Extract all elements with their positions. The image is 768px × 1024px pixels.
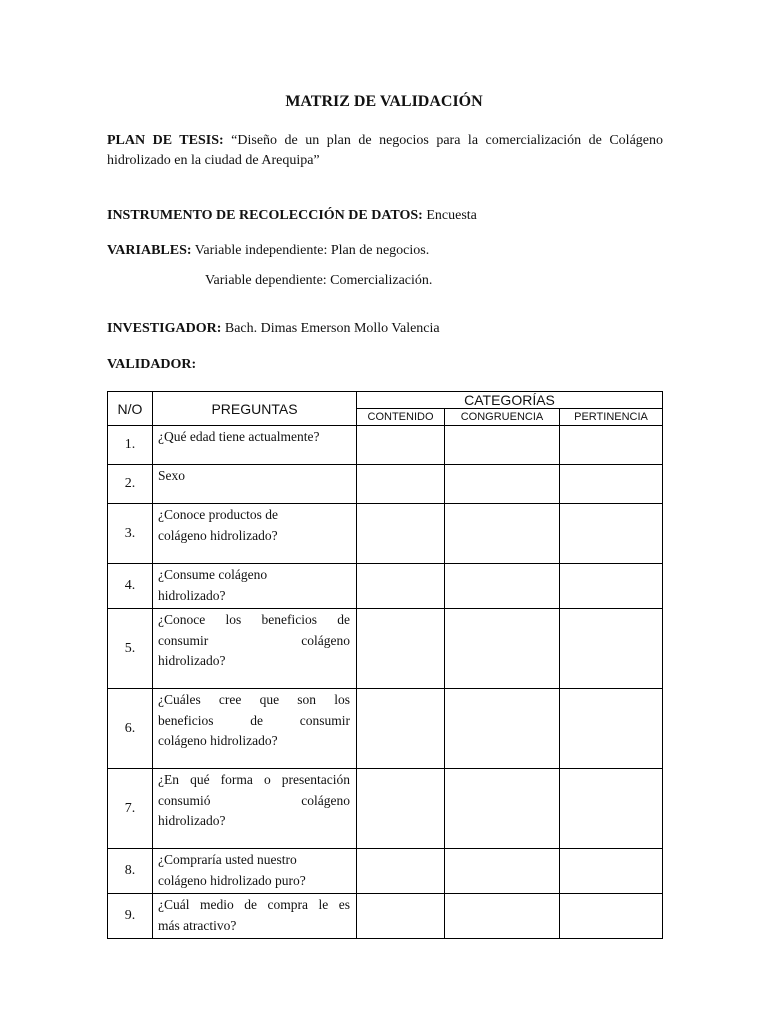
instrumento-label: INSTRUMENTO DE RECOLECCIÓN DE DATOS: bbox=[107, 208, 423, 223]
question-text-line: consumió colágeno bbox=[158, 792, 350, 808]
table-row bbox=[108, 465, 663, 504]
rating-cell-contenido[interactable] bbox=[357, 504, 445, 564]
question-text-line: ¿Consume colágeno bbox=[158, 567, 268, 582]
question-text-line: más atractivo? bbox=[158, 917, 237, 933]
rating-cell-pertinencia[interactable] bbox=[560, 769, 663, 849]
question-cell bbox=[153, 426, 357, 465]
question-text-line: ¿Cuáles cree que son los bbox=[158, 692, 350, 707]
table-row bbox=[108, 894, 663, 939]
rating-cell-contenido[interactable] bbox=[357, 849, 445, 894]
header-contenido: CONTENIDO bbox=[357, 409, 445, 426]
rating-cell-pertinencia[interactable] bbox=[560, 564, 663, 609]
question-cell bbox=[153, 564, 357, 609]
question-text-line: ¿Compraría usted nuestro bbox=[158, 852, 297, 867]
rating-cell-contenido[interactable] bbox=[357, 894, 445, 939]
rating-cell-congruencia[interactable] bbox=[445, 609, 560, 689]
question-text-line: hidrolizado? bbox=[158, 813, 226, 828]
question-text-line: beneficios de consumir bbox=[158, 712, 350, 728]
rating-cell-congruencia[interactable] bbox=[445, 564, 560, 609]
row-number: 9. bbox=[108, 894, 153, 939]
header-congruencia: CONGRUENCIA bbox=[445, 409, 560, 426]
question-text-line: Sexo bbox=[158, 468, 185, 483]
question-text-line: ¿Conoce los beneficios de bbox=[158, 612, 350, 627]
table-row bbox=[108, 426, 663, 465]
question-cell bbox=[153, 504, 357, 564]
rating-cell-contenido[interactable] bbox=[357, 609, 445, 689]
rating-cell-congruencia[interactable] bbox=[445, 894, 560, 939]
question-text-line: ¿Qué edad tiene actualmente? bbox=[158, 429, 320, 444]
question-text-line: hidrolizado? bbox=[158, 587, 226, 603]
question-text-line: ¿Cuál medio de compra le es bbox=[158, 897, 350, 912]
variable-independiente: Variable independiente: Plan de negocios. bbox=[194, 243, 430, 258]
row-number: 5. bbox=[108, 609, 153, 689]
question-cell bbox=[153, 894, 357, 939]
row-number: 7. bbox=[108, 769, 153, 849]
rating-cell-congruencia[interactable] bbox=[445, 426, 560, 465]
validador-line bbox=[107, 355, 196, 375]
header-no: N/O bbox=[108, 392, 153, 426]
rating-cell-pertinencia[interactable] bbox=[560, 894, 663, 939]
rating-cell-contenido[interactable] bbox=[357, 689, 445, 769]
question-cell bbox=[153, 609, 357, 689]
variables-line bbox=[107, 241, 429, 261]
header-preguntas: PREGUNTAS bbox=[153, 392, 357, 426]
question-cell bbox=[153, 465, 357, 504]
page-title: MATRIZ DE VALIDACIÓN bbox=[285, 93, 483, 110]
table-row bbox=[108, 769, 663, 849]
row-number: 4. bbox=[108, 564, 153, 609]
rating-cell-pertinencia[interactable] bbox=[560, 426, 663, 465]
question-text-line: ¿Conoce productos de bbox=[158, 507, 278, 522]
row-number: 3. bbox=[108, 504, 153, 564]
rating-cell-pertinencia[interactable] bbox=[560, 504, 663, 564]
rating-cell-pertinencia[interactable] bbox=[560, 609, 663, 689]
variables-label: VARIABLES: bbox=[107, 243, 192, 258]
rating-cell-pertinencia[interactable] bbox=[560, 465, 663, 504]
variable-dependiente: Variable dependiente: Comercialización. bbox=[205, 273, 433, 288]
table-row bbox=[108, 689, 663, 769]
rating-cell-contenido[interactable] bbox=[357, 769, 445, 849]
question-text-line: hidrolizado? bbox=[158, 653, 226, 668]
plan-text: “Diseño de un plan de negocios para la comercialización de Colágeno hidrolizado en la ciudad de Arequipa” bbox=[107, 133, 664, 168]
question-text-line: ¿En qué forma o presentación bbox=[158, 772, 350, 787]
investigador-value: Bach. Dimas Emerson Mollo Valencia bbox=[224, 321, 440, 336]
question-text-line: consumir colágeno bbox=[158, 632, 350, 648]
rating-cell-contenido[interactable] bbox=[357, 426, 445, 465]
question-cell bbox=[153, 769, 357, 849]
investigador-label: INVESTIGADOR: bbox=[107, 321, 222, 336]
rating-cell-congruencia[interactable] bbox=[445, 849, 560, 894]
investigador-line bbox=[107, 319, 440, 339]
rating-cell-contenido[interactable] bbox=[357, 465, 445, 504]
question-text-line: colágeno hidrolizado? bbox=[158, 733, 278, 748]
rating-cell-congruencia[interactable] bbox=[445, 689, 560, 769]
rating-cell-congruencia[interactable] bbox=[445, 465, 560, 504]
row-number: 6. bbox=[108, 689, 153, 769]
instrumento-line bbox=[107, 206, 477, 226]
table-row bbox=[108, 609, 663, 689]
rating-cell-pertinencia[interactable] bbox=[560, 689, 663, 769]
rating-cell-congruencia[interactable] bbox=[445, 504, 560, 564]
rating-cell-congruencia[interactable] bbox=[445, 769, 560, 849]
header-categorias: CATEGORÍAS bbox=[357, 392, 663, 409]
table-row bbox=[108, 504, 663, 564]
validador-label: VALIDADOR: bbox=[107, 357, 197, 372]
question-cell bbox=[153, 689, 357, 769]
rating-cell-contenido[interactable] bbox=[357, 564, 445, 609]
question-text-line: colágeno hidrolizado puro? bbox=[158, 872, 306, 888]
validation-matrix-table bbox=[107, 391, 663, 939]
plan-de-tesis bbox=[107, 131, 663, 171]
instrumento-value: Encuesta bbox=[426, 208, 477, 223]
row-number: 8. bbox=[108, 849, 153, 894]
table-row bbox=[108, 564, 663, 609]
table-row bbox=[108, 849, 663, 894]
rating-cell-pertinencia[interactable] bbox=[560, 849, 663, 894]
row-number: 1. bbox=[108, 426, 153, 465]
plan-label: PLAN DE TESIS: bbox=[107, 133, 224, 148]
question-cell bbox=[153, 849, 357, 894]
header-pertinencia: PERTINENCIA bbox=[560, 409, 663, 426]
question-text-line: colágeno hidrolizado? bbox=[158, 527, 278, 543]
row-number: 2. bbox=[108, 465, 153, 504]
